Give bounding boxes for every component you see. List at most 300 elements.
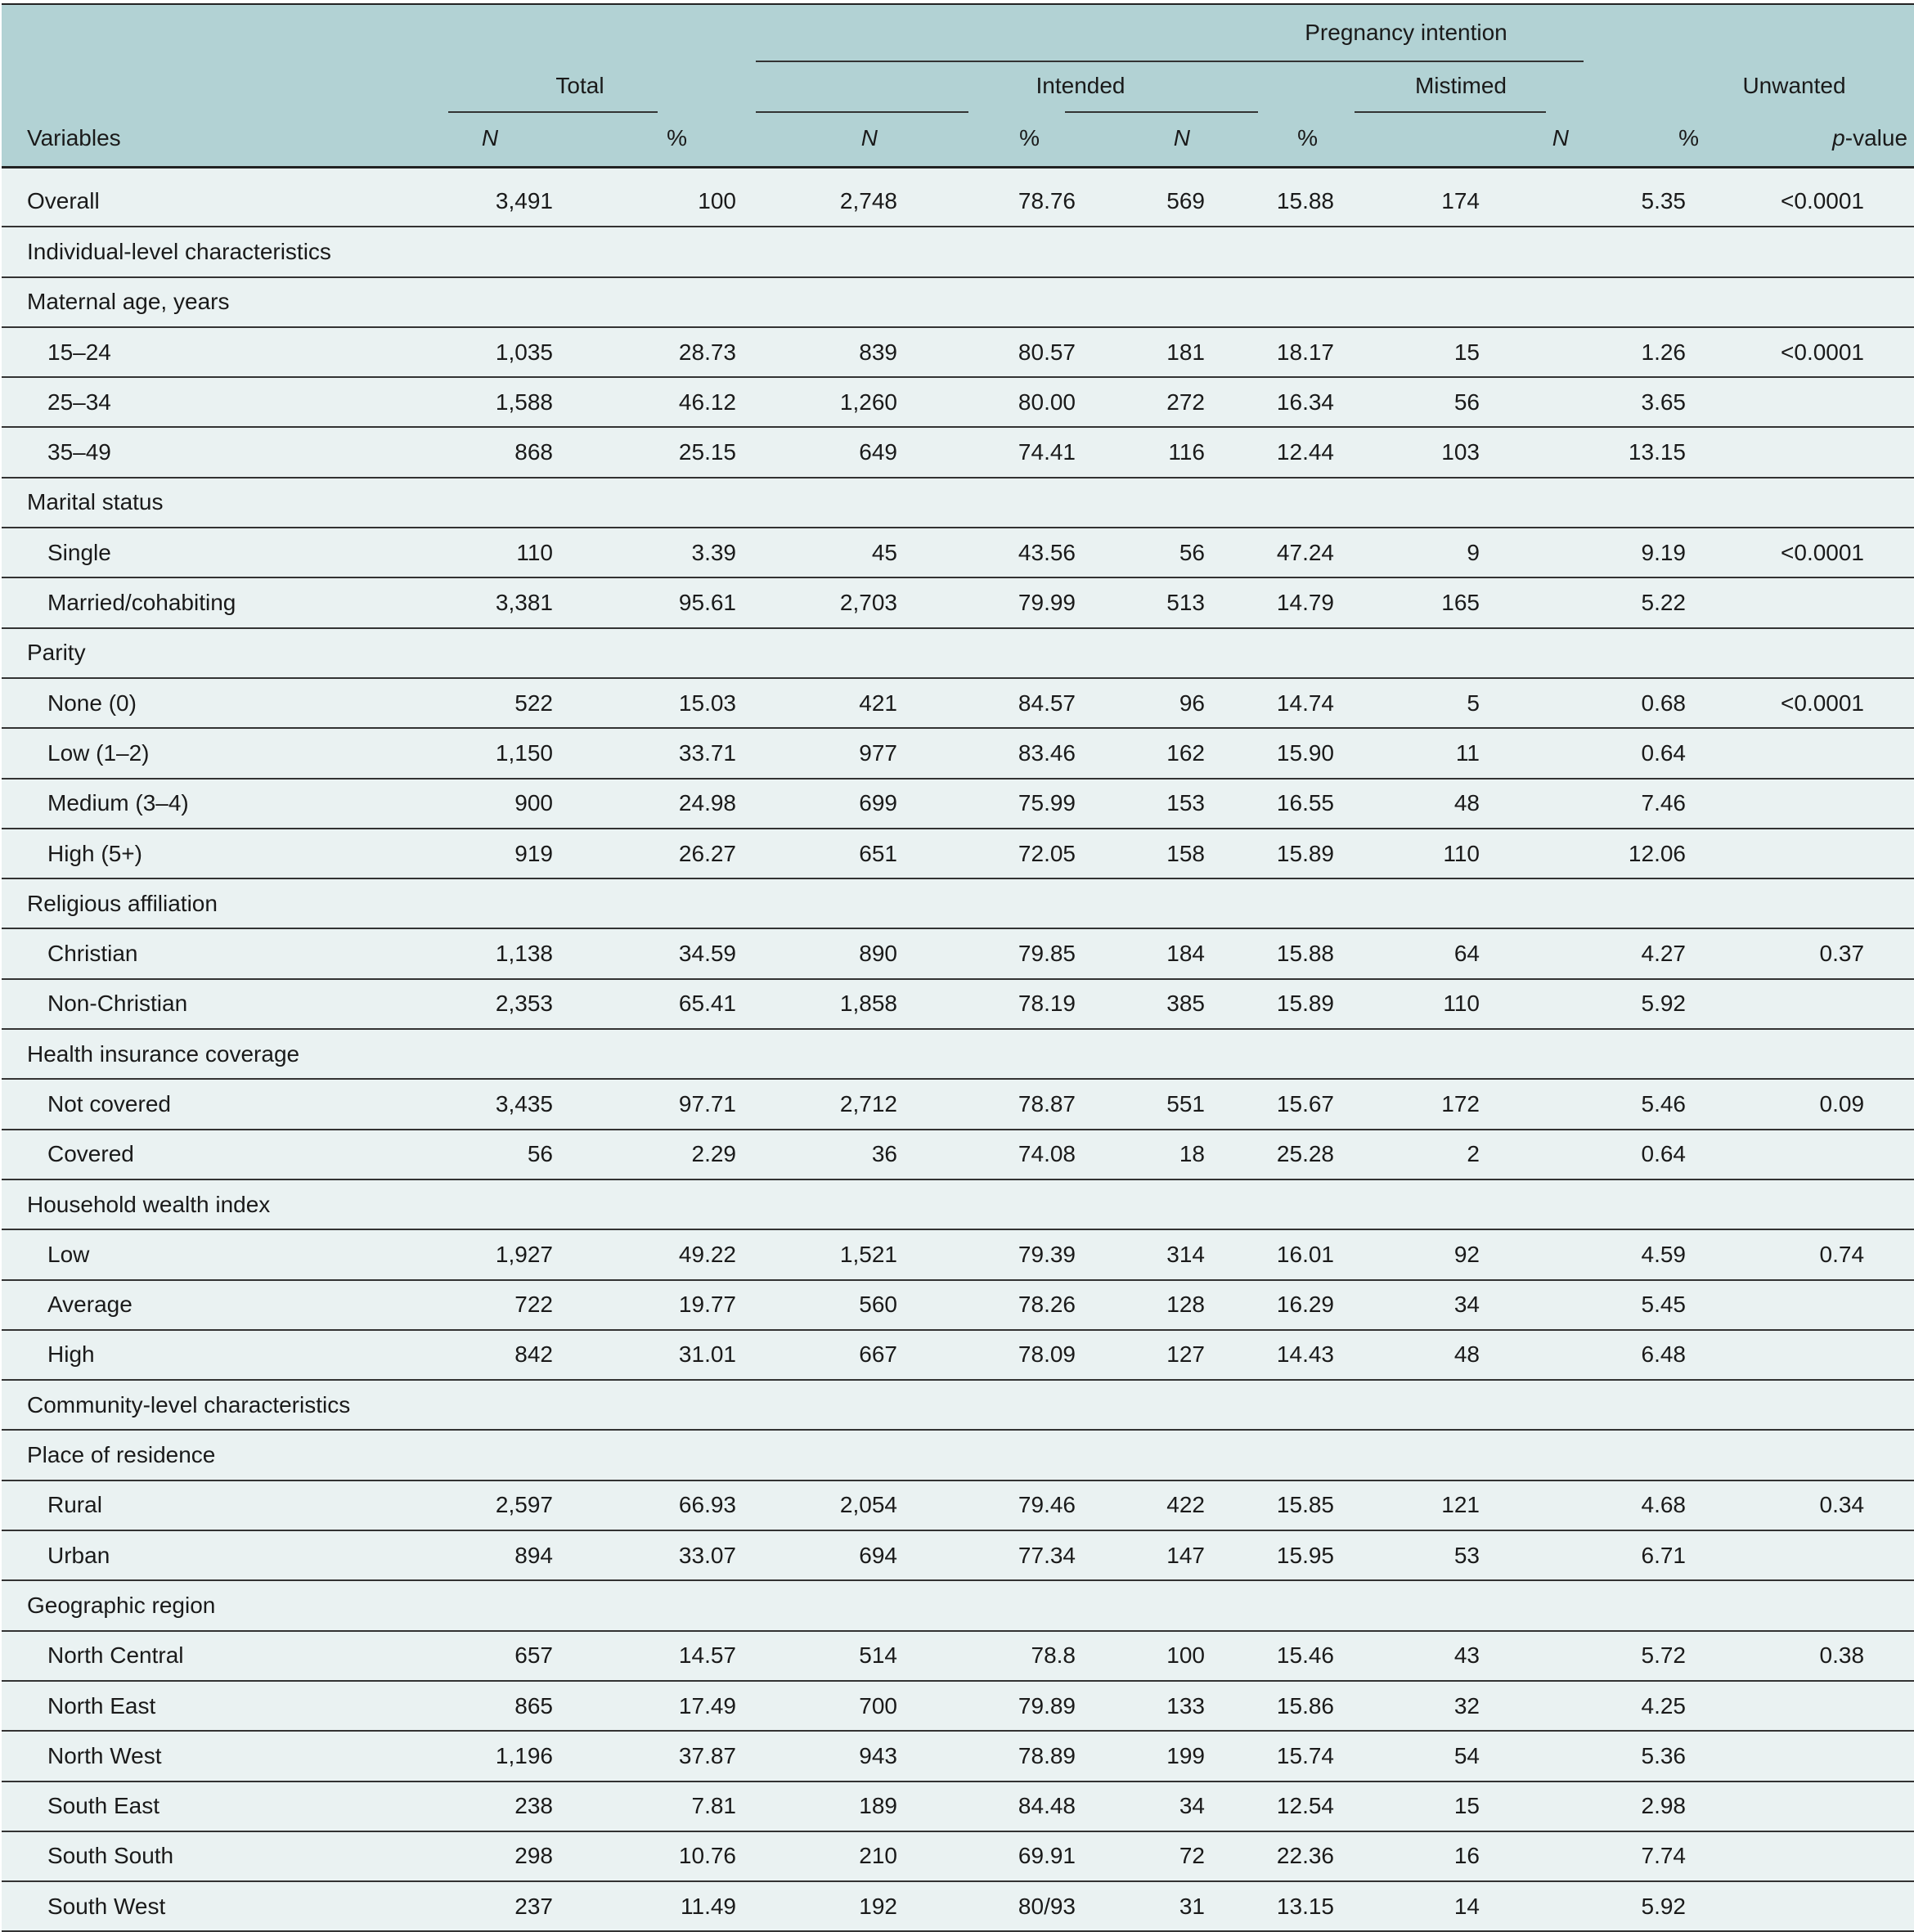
intended-pct-cell: 80.00 xyxy=(1018,389,1076,415)
mistimed-pct-cell: 16.29 xyxy=(1276,1292,1334,1318)
row-label: Christian xyxy=(47,941,138,967)
mistimed-pct-cell: 16.01 xyxy=(1276,1241,1334,1267)
p-value-cell xyxy=(1722,1530,1864,1580)
row-label: South West xyxy=(47,1893,166,1919)
intended-n-cell: 192 xyxy=(859,1893,897,1919)
row-end xyxy=(1864,1530,1914,1580)
total-n-cell: 657 xyxy=(514,1642,553,1669)
total-n-cell: 522 xyxy=(514,690,553,716)
p-value-cell: <0.0001 xyxy=(1781,188,1865,214)
row-end xyxy=(1864,1681,1914,1731)
section-label: Marital status xyxy=(27,489,164,515)
intended-n-cell: 694 xyxy=(859,1542,897,1568)
total-pct-cell: 19.77 xyxy=(678,1292,736,1318)
table-row xyxy=(2,1881,1914,1931)
row-label: 15–24 xyxy=(47,339,111,365)
unwanted-n-cell: 48 xyxy=(1453,1341,1480,1368)
row-label: North West xyxy=(47,1742,162,1768)
unwanted-pct-cell: 7.74 xyxy=(1641,1843,1686,1869)
total-pct-cell: 46.12 xyxy=(678,389,736,415)
mistimed-n-cell: 422 xyxy=(1166,1492,1205,1518)
unwanted-pct-cell: 5.45 xyxy=(1641,1292,1686,1318)
mistimed-n-cell: 181 xyxy=(1166,339,1205,365)
unwanted-header: Unwanted xyxy=(1742,73,1846,98)
intended-pct-header: % xyxy=(901,111,1076,167)
unwanted-pct-cell: 5.35 xyxy=(1641,188,1686,214)
intended-pct-cell: 80/93 xyxy=(1018,1893,1076,1919)
mistimed-n-cell: 127 xyxy=(1166,1341,1205,1368)
row-end xyxy=(1864,377,1914,427)
unwanted-n-cell: 11 xyxy=(1455,739,1480,766)
intended-pct-cell: 78.76 xyxy=(1018,188,1076,214)
table-row xyxy=(2,1330,1914,1380)
total-n-header: N xyxy=(420,111,559,167)
unwanted-n-cell: 53 xyxy=(1453,1542,1480,1568)
intended-n-cell: 890 xyxy=(859,941,897,967)
mistimed-n-cell: 116 xyxy=(1168,439,1205,465)
row-label: Urban xyxy=(47,1542,110,1568)
intended-pct-cell: 79.85 xyxy=(1018,941,1076,967)
table-row xyxy=(2,678,1914,728)
intended-n-cell: 700 xyxy=(859,1692,897,1719)
section-row xyxy=(2,878,1914,928)
p-value-cell xyxy=(1722,1731,1864,1781)
unwanted-n-cell: 14 xyxy=(1453,1893,1480,1919)
row-end xyxy=(1864,1330,1914,1380)
p-value-cell xyxy=(1722,979,1864,1029)
mistimed-n-cell: 128 xyxy=(1166,1292,1205,1318)
mistimed-pct-cell: 15.89 xyxy=(1276,840,1334,866)
total-pct-cell: 31.01 xyxy=(678,1341,736,1368)
total-pct-cell: 14.57 xyxy=(678,1642,736,1669)
table-row xyxy=(2,1530,1914,1580)
unwanted-pct-cell: 0.64 xyxy=(1641,739,1686,766)
unwanted-pct-cell: 13.15 xyxy=(1628,439,1686,465)
p-value-cell xyxy=(1722,779,1864,829)
section-label: Community-level characteristics xyxy=(27,1391,351,1418)
p-value-cell: <0.0001 xyxy=(1781,339,1865,365)
intended-pct-cell: 69.91 xyxy=(1018,1843,1076,1869)
row-end xyxy=(1864,327,1914,377)
p-value-cell xyxy=(1722,377,1864,427)
total-n-cell: 3,381 xyxy=(495,590,553,616)
table-row xyxy=(2,1631,1914,1681)
total-pct-cell: 28.73 xyxy=(678,339,736,365)
unwanted-n-cell: 64 xyxy=(1453,941,1480,967)
table-row xyxy=(2,1280,1914,1330)
mistimed-n-cell: 100 xyxy=(1166,1642,1205,1669)
p-value-cell: 0.34 xyxy=(1819,1492,1865,1518)
mistimed-n-cell: 147 xyxy=(1166,1542,1205,1568)
section-row xyxy=(2,478,1914,528)
row-end xyxy=(1864,1831,1914,1881)
unwanted-pct-cell: 5.72 xyxy=(1641,1642,1686,1669)
total-pct-cell: 3.39 xyxy=(691,539,736,565)
total-n-cell: 56 xyxy=(527,1141,553,1167)
intended-pct-cell: 78.09 xyxy=(1018,1341,1076,1368)
intended-pct-cell: 74.08 xyxy=(1018,1141,1076,1167)
total-pct-cell: 2.29 xyxy=(691,1141,736,1167)
mistimed-pct-cell: 47.24 xyxy=(1276,539,1334,565)
unwanted-pct-cell: 4.59 xyxy=(1641,1241,1686,1267)
total-pct-cell: 17.49 xyxy=(678,1692,736,1719)
total-n-cell: 1,588 xyxy=(495,389,553,415)
unwanted-pct-cell: 7.46 xyxy=(1641,790,1686,816)
section-label: Place of residence xyxy=(27,1442,216,1468)
mistimed-n-cell: 72 xyxy=(1179,1843,1205,1869)
mistimed-underline xyxy=(1065,111,1258,113)
total-header: Total xyxy=(555,73,604,98)
p-value-cell xyxy=(1722,577,1864,627)
section-row xyxy=(2,628,1914,678)
pregnancy-intention-header: Pregnancy intention xyxy=(1305,20,1507,45)
table-row xyxy=(2,779,1914,829)
total-n-cell: 919 xyxy=(514,840,553,866)
row-end xyxy=(1864,1079,1914,1129)
p-value-cell xyxy=(1722,1781,1864,1831)
row-label: 25–34 xyxy=(47,389,111,415)
mistimed-pct-cell: 25.28 xyxy=(1276,1141,1334,1167)
intended-n-cell: 2,712 xyxy=(839,1090,897,1117)
row-end xyxy=(1864,928,1914,978)
mistimed-pct-cell: 15.86 xyxy=(1276,1692,1334,1719)
mistimed-pct-cell: 15.89 xyxy=(1276,991,1334,1017)
intended-pct-cell: 79.39 xyxy=(1018,1241,1076,1267)
unwanted-n-cell: 16 xyxy=(1453,1843,1480,1869)
p-value-cell xyxy=(1722,1330,1864,1380)
intended-pct-cell: 78.26 xyxy=(1018,1292,1076,1318)
table-row xyxy=(2,928,1914,978)
unwanted-pct-cell: 9.19 xyxy=(1641,539,1686,565)
total-pct-cell: 34.59 xyxy=(678,941,736,967)
section-label: Parity xyxy=(27,640,86,666)
row-label: Average xyxy=(47,1292,133,1318)
table-row xyxy=(2,377,1914,427)
p-value-cell: 0.74 xyxy=(1819,1241,1865,1267)
total-pct-cell: 33.07 xyxy=(678,1542,736,1568)
intended-n-cell: 977 xyxy=(859,739,897,766)
unwanted-n-cell: 9 xyxy=(1467,539,1480,565)
total-pct-cell: 66.93 xyxy=(678,1492,736,1518)
unwanted-n-cell: 174 xyxy=(1441,188,1480,214)
row-label: Non-Christian xyxy=(47,991,188,1017)
mistimed-pct-cell: 15.67 xyxy=(1276,1090,1334,1117)
unwanted-n-cell: 56 xyxy=(1453,389,1480,415)
unwanted-n-cell: 110 xyxy=(1443,840,1480,866)
mistimed-pct-cell: 16.55 xyxy=(1276,790,1334,816)
unwanted-n-cell: 15 xyxy=(1453,339,1480,365)
row-end xyxy=(1864,728,1914,778)
section-row xyxy=(2,1380,1914,1430)
unwanted-n-cell: 34 xyxy=(1453,1292,1480,1318)
unwanted-pct-cell: 5.46 xyxy=(1641,1090,1686,1117)
total-pct-cell: 24.98 xyxy=(678,790,736,816)
mistimed-pct-cell: 15.88 xyxy=(1276,941,1334,967)
total-n-cell: 1,150 xyxy=(495,739,553,766)
mistimed-n-cell: 314 xyxy=(1166,1241,1205,1267)
total-pct-cell: 95.61 xyxy=(678,590,736,616)
mistimed-header: Mistimed xyxy=(1414,73,1507,98)
row-end xyxy=(1864,1229,1914,1279)
unwanted-pct-cell: 12.06 xyxy=(1628,840,1686,866)
total-pct-cell: 37.87 xyxy=(678,1742,736,1768)
p-value-cell xyxy=(1722,1130,1864,1179)
unwanted-pct-cell: 1.26 xyxy=(1641,339,1686,365)
row-label: Overall xyxy=(27,188,100,214)
unwanted-n-cell: 103 xyxy=(1441,439,1480,465)
unwanted-pct-cell: 4.68 xyxy=(1641,1492,1686,1518)
total-pct-cell: 10.76 xyxy=(678,1843,736,1869)
mistimed-pct-cell: 15.90 xyxy=(1276,739,1334,766)
row-label: Married/cohabiting xyxy=(47,590,236,616)
mistimed-pct-cell: 15.88 xyxy=(1276,188,1334,214)
intended-pct-cell: 80.57 xyxy=(1018,339,1076,365)
pregnancy-intention-underline xyxy=(756,61,1584,62)
p-value-cell xyxy=(1722,728,1864,778)
p-value-cell xyxy=(1722,1280,1864,1330)
intended-n-cell: 210 xyxy=(859,1843,897,1869)
section-label: Religious affiliation xyxy=(27,890,218,916)
unwanted-n-cell: 2 xyxy=(1467,1141,1480,1167)
intended-pct-cell: 84.48 xyxy=(1018,1793,1076,1819)
mistimed-n-cell: 56 xyxy=(1179,539,1205,565)
row-label: None (0) xyxy=(47,690,137,716)
header-spacer xyxy=(2,167,1914,177)
section-label: Maternal age, years xyxy=(27,289,230,315)
section-row xyxy=(2,1580,1914,1630)
table-row xyxy=(2,1781,1914,1831)
row-label: High xyxy=(47,1341,95,1368)
p-value-header: p-value xyxy=(1722,111,1914,167)
section-row xyxy=(2,1179,1914,1229)
unwanted-pct-cell: 0.64 xyxy=(1641,1141,1686,1167)
intended-header: Intended xyxy=(1036,73,1125,98)
row-label: Rural xyxy=(47,1492,102,1518)
mistimed-pct-cell: 12.54 xyxy=(1276,1793,1334,1819)
total-n-cell: 1,035 xyxy=(495,339,553,365)
table-row xyxy=(2,327,1914,377)
total-pct-cell: 25.15 xyxy=(678,439,736,465)
row-label: High (5+) xyxy=(47,840,142,866)
intended-n-cell: 514 xyxy=(859,1642,897,1669)
row-end xyxy=(1864,177,1914,227)
unwanted-pct-cell: 4.27 xyxy=(1641,941,1686,967)
unwanted-pct-header: % xyxy=(1579,111,1722,167)
total-pct-cell: 49.22 xyxy=(678,1241,736,1267)
table-row xyxy=(2,979,1914,1029)
row-end xyxy=(1864,528,1914,577)
mistimed-n-cell: 569 xyxy=(1166,188,1205,214)
section-row xyxy=(2,277,1914,327)
mistimed-pct-cell: 15.74 xyxy=(1276,1742,1334,1768)
total-n-cell: 1,196 xyxy=(495,1742,553,1768)
total-n-cell: 842 xyxy=(514,1341,553,1368)
mistimed-n-cell: 513 xyxy=(1166,590,1205,616)
total-n-cell: 110 xyxy=(516,539,553,565)
table-row xyxy=(2,829,1914,878)
mistimed-n-cell: 385 xyxy=(1166,991,1205,1017)
row-end xyxy=(1864,979,1914,1029)
intended-n-cell: 2,054 xyxy=(839,1492,897,1518)
total-n-cell: 238 xyxy=(514,1793,553,1819)
intended-pct-cell: 77.34 xyxy=(1018,1542,1076,1568)
section-label: Household wealth index xyxy=(27,1191,271,1217)
p-value-cell xyxy=(1722,427,1864,477)
intended-n-cell: 651 xyxy=(859,840,897,866)
p-value-cell: 0.09 xyxy=(1819,1090,1865,1117)
intended-pct-cell: 79.89 xyxy=(1018,1692,1076,1719)
p-value-cell: <0.0001 xyxy=(1781,690,1865,716)
total-pct-cell: 11.49 xyxy=(681,1893,736,1919)
intended-n-cell: 560 xyxy=(859,1292,897,1318)
total-pct-header: % xyxy=(559,111,687,167)
intended-pct-cell: 78.87 xyxy=(1018,1090,1076,1117)
intended-n-cell: 45 xyxy=(871,539,897,565)
unwanted-n-cell: 110 xyxy=(1443,991,1480,1017)
table-row xyxy=(2,427,1914,477)
intended-n-cell: 2,703 xyxy=(839,590,897,616)
unwanted-n-cell: 15 xyxy=(1453,1793,1480,1819)
unwanted-pct-cell: 5.22 xyxy=(1641,590,1686,616)
row-end xyxy=(1864,1280,1914,1330)
unwanted-n-cell: 172 xyxy=(1441,1090,1480,1117)
row-end xyxy=(1864,1731,1914,1781)
p-value-cell xyxy=(1722,1881,1864,1931)
intended-pct-cell: 79.99 xyxy=(1018,590,1076,616)
mistimed-n-cell: 184 xyxy=(1166,941,1205,967)
intended-n-cell: 839 xyxy=(859,339,897,365)
section-row xyxy=(2,227,1914,276)
mistimed-pct-cell: 12.44 xyxy=(1276,439,1334,465)
mistimed-pct-cell: 14.43 xyxy=(1276,1341,1334,1368)
intended-pct-cell: 78.8 xyxy=(1031,1642,1076,1669)
intended-pct-cell: 72.05 xyxy=(1018,840,1076,866)
total-n-cell: 2,597 xyxy=(495,1492,553,1518)
mistimed-n-cell: 199 xyxy=(1166,1742,1205,1768)
p-value-cell xyxy=(1722,1831,1864,1881)
intended-underline xyxy=(756,111,968,113)
row-label: North East xyxy=(47,1692,156,1719)
intended-n-cell: 699 xyxy=(859,790,897,816)
row-end xyxy=(1864,427,1914,477)
table-body xyxy=(2,167,1914,1931)
pregnancy-intention-table xyxy=(2,3,1914,1932)
table-row xyxy=(2,728,1914,778)
mistimed-n-cell: 34 xyxy=(1179,1793,1205,1819)
row-end xyxy=(1864,1130,1914,1179)
intended-n-cell: 1,260 xyxy=(839,389,897,415)
row-label: Low (1–2) xyxy=(47,739,150,766)
row-end xyxy=(1864,1480,1914,1530)
p-value-cell xyxy=(1722,1681,1864,1731)
unwanted-pct-cell: 4.25 xyxy=(1641,1692,1686,1719)
row-label: 35–49 xyxy=(47,439,111,465)
unwanted-n-header: N xyxy=(1342,111,1579,167)
intended-n-cell: 1,858 xyxy=(839,991,897,1017)
row-end xyxy=(1864,678,1914,728)
mistimed-n-header: N xyxy=(1076,111,1213,167)
intended-n-cell: 1,521 xyxy=(839,1241,897,1267)
intended-pct-cell: 84.57 xyxy=(1018,690,1076,716)
unwanted-n-cell: 5 xyxy=(1467,690,1480,716)
intended-pct-cell: 75.99 xyxy=(1018,790,1076,816)
intended-n-cell: 649 xyxy=(859,439,897,465)
variables-header: Variables xyxy=(2,111,420,167)
section-label: Individual-level characteristics xyxy=(27,238,331,264)
total-n-cell: 237 xyxy=(514,1893,553,1919)
intended-pct-cell: 78.89 xyxy=(1018,1742,1076,1768)
unwanted-n-cell: 92 xyxy=(1453,1241,1480,1267)
mistimed-pct-cell: 13.15 xyxy=(1276,1893,1334,1919)
p-value-cell: 0.37 xyxy=(1819,941,1865,967)
table-row xyxy=(2,577,1914,627)
intended-n-cell: 943 xyxy=(859,1742,897,1768)
section-row xyxy=(2,1029,1914,1079)
unwanted-n-cell: 121 xyxy=(1441,1492,1480,1518)
unwanted-n-cell: 43 xyxy=(1453,1642,1480,1669)
intended-pct-cell: 78.19 xyxy=(1018,991,1076,1017)
mistimed-n-cell: 133 xyxy=(1166,1692,1205,1719)
table-row xyxy=(2,1229,1914,1279)
row-label: South South xyxy=(47,1843,174,1869)
total-n-cell: 722 xyxy=(514,1292,553,1318)
unwanted-pct-cell: 3.65 xyxy=(1641,389,1686,415)
table-row xyxy=(2,177,1914,227)
p-value-cell: <0.0001 xyxy=(1781,539,1865,565)
section-row xyxy=(2,1430,1914,1480)
total-pct-cell: 65.41 xyxy=(678,991,736,1017)
table-row xyxy=(2,1130,1914,1179)
total-pct-cell: 97.71 xyxy=(678,1090,736,1117)
total-underline xyxy=(448,111,658,113)
row-end xyxy=(1864,1881,1914,1931)
intended-pct-cell: 79.46 xyxy=(1018,1492,1076,1518)
mistimed-pct-cell: 22.36 xyxy=(1276,1843,1334,1869)
intended-pct-cell: 83.46 xyxy=(1018,739,1076,766)
row-label: Low xyxy=(47,1241,90,1267)
row-label: North Central xyxy=(47,1642,184,1669)
table-row xyxy=(2,1831,1914,1881)
intended-pct-cell: 74.41 xyxy=(1018,439,1076,465)
unwanted-pct-cell: 0.68 xyxy=(1641,690,1686,716)
total-pct-cell: 26.27 xyxy=(678,840,736,866)
mistimed-pct-cell: 16.34 xyxy=(1276,389,1334,415)
total-n-cell: 3,491 xyxy=(495,188,553,214)
intended-n-cell: 421 xyxy=(859,690,897,716)
section-label: Geographic region xyxy=(27,1592,216,1618)
mistimed-n-cell: 153 xyxy=(1166,790,1205,816)
mistimed-pct-cell: 15.95 xyxy=(1276,1542,1334,1568)
unwanted-pct-cell: 5.36 xyxy=(1641,1742,1686,1768)
table-row xyxy=(2,1681,1914,1731)
unwanted-underline xyxy=(1355,111,1546,113)
intended-n-cell: 667 xyxy=(859,1341,897,1368)
row-end xyxy=(1864,1631,1914,1681)
unwanted-pct-cell: 5.92 xyxy=(1641,1893,1686,1919)
intended-n-cell: 189 xyxy=(859,1793,897,1819)
total-n-cell: 1,138 xyxy=(495,941,553,967)
p-value-cell: 0.38 xyxy=(1819,1642,1865,1669)
mistimed-pct-cell: 15.85 xyxy=(1276,1492,1334,1518)
total-pct-cell: 15.03 xyxy=(678,690,736,716)
unwanted-n-cell: 32 xyxy=(1453,1692,1480,1719)
section-label: Health insurance coverage xyxy=(27,1040,300,1067)
mistimed-pct-cell: 15.46 xyxy=(1276,1642,1334,1669)
intended-n-cell: 36 xyxy=(871,1141,897,1167)
mistimed-n-cell: 18 xyxy=(1179,1141,1205,1167)
mistimed-pct-cell: 14.79 xyxy=(1276,590,1334,616)
mistimed-n-cell: 96 xyxy=(1179,690,1205,716)
